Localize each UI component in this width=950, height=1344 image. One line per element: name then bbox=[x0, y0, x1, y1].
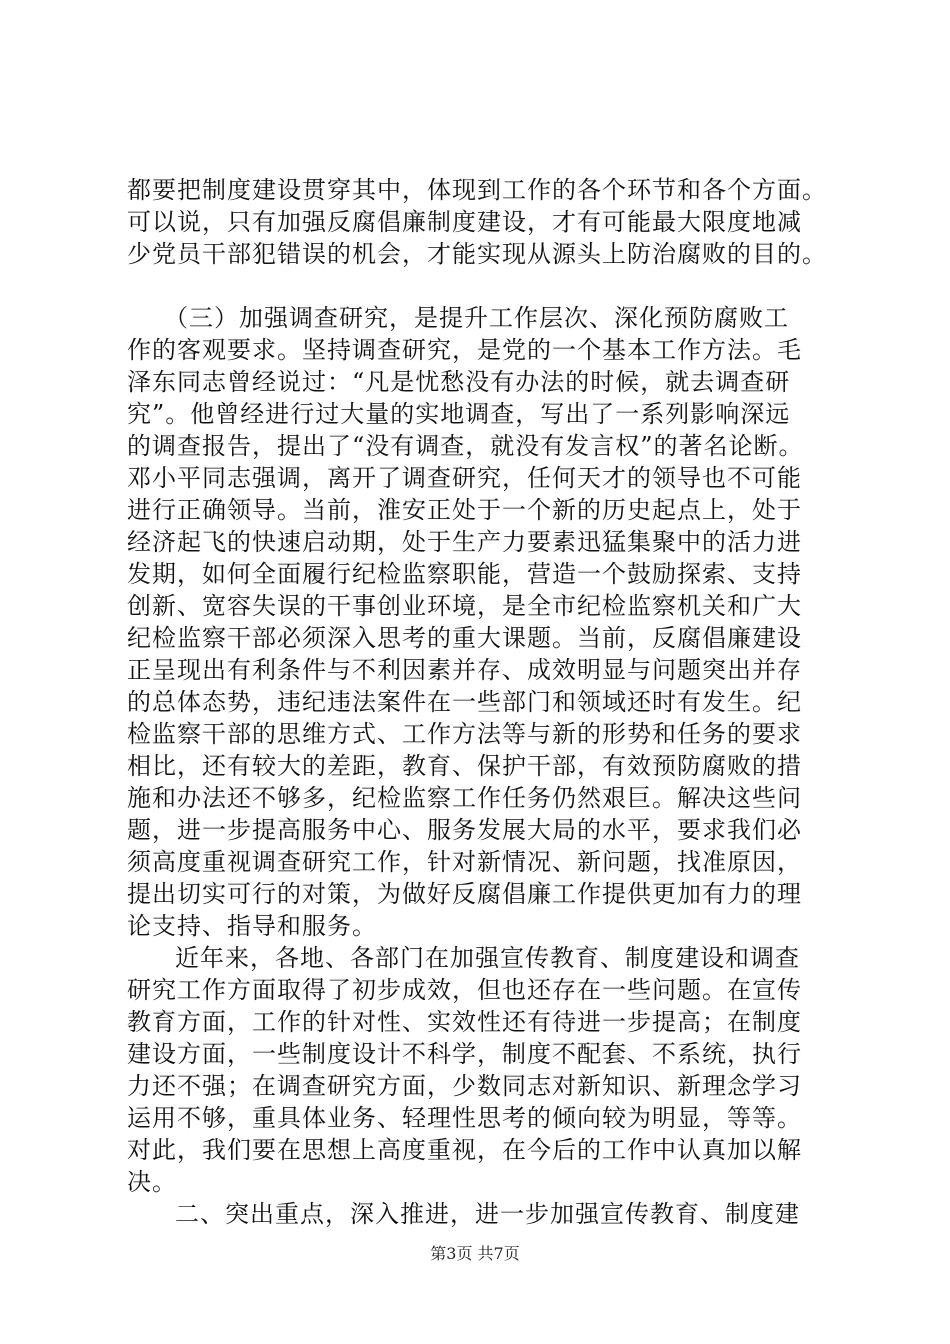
text-line: 力还不强；在调查研究方面，少数同志对新知识、新理念学习 bbox=[127, 1072, 802, 1100]
text-line: 建设方面，一些制度设计不科学，制度不配套、不系统，执行 bbox=[127, 1040, 802, 1068]
text-line: 的调查报告，提出了“没有调查，就没有发言权”的著名论断。 bbox=[127, 432, 804, 460]
text-line: 的总体态势，违纪违法案件在一些部门和领域还时有发生。纪 bbox=[127, 688, 802, 716]
text-line: 须高度重视调查研究工作，针对新情况、新问题，找准原因， bbox=[127, 848, 802, 876]
text-line: 教育方面，工作的针对性、实效性还有待进一步提高；在制度 bbox=[127, 1008, 802, 1036]
paragraph-recent-years bbox=[127, 942, 847, 1198]
text-line: 对此，我们要在思想上高度重视，在今后的工作中认真加以解 bbox=[127, 1136, 802, 1164]
text-line: 邓小平同志强调，离开了调查研究，任何天才的领导也不可能 bbox=[127, 464, 802, 492]
section-heading-two bbox=[127, 1198, 847, 1230]
text-line: 施和办法还不够多，纪检监察工作任务仍然艰巨。解决这些问 bbox=[127, 784, 802, 812]
text-line: 究”。他曾经进行过大量的实地调查，写出了一系列影响深远 bbox=[127, 400, 791, 428]
text-line: 相比，还有较大的差距，教育、保护干部，有效预防腐败的措 bbox=[127, 752, 802, 780]
text-line: 作的客观要求。坚持调查研究，是党的一个基本工作方法。毛 bbox=[127, 336, 802, 364]
text-line: 二、突出重点，深入推进，进一步加强宣传教育、制度建 bbox=[175, 1200, 800, 1228]
text-line: 决。 bbox=[127, 1168, 177, 1196]
text-line: 提出切实可行的对策，为做好反腐倡廉工作提供更加有力的理 bbox=[127, 880, 802, 908]
text-line: 纪检监察干部必须深入思考的重大课题。当前，反腐倡廉建设 bbox=[127, 624, 802, 652]
paragraph-investigation-research bbox=[127, 302, 847, 942]
text-line: 进行正确领导。当前，淮安正处于一个新的历史起点上，处于 bbox=[127, 496, 802, 524]
text-line: 泽东同志曾经说过：“凡是忧愁没有办法的时候，就去调查研 bbox=[127, 368, 791, 396]
text-line: 研究工作方面取得了初步成效，但也还存在一些问题。在宣传 bbox=[127, 976, 802, 1004]
text-line: 近年来，各地、各部门在加强宣传教育、制度建设和调查 bbox=[175, 944, 800, 972]
page-number-footer: 第3页 共7页 bbox=[430, 1244, 520, 1263]
text-line: （三）加强调查研究，是提升工作层次、深化预防腐败工 bbox=[151, 304, 789, 332]
text-line: 检监察干部的思维方式、工作方法等与新的形势和任务的要求 bbox=[127, 720, 802, 748]
text-line: 可以说，只有加强反腐倡廉制度建设，才有可能最大限度地减 bbox=[127, 208, 802, 236]
text-line: 发期，如何全面履行纪检监察职能，营造一个鼓励探索、支持 bbox=[127, 560, 802, 588]
text-line: 运用不够，重具体业务、轻理性思考的倾向较为明显，等等。 bbox=[127, 1104, 802, 1132]
text-line: 论支持、指导和服务。 bbox=[127, 912, 377, 940]
text-line: 正呈现出有利条件与不利因素并存、成效明显与问题突出并存 bbox=[127, 656, 802, 684]
paragraph-continuation bbox=[127, 174, 847, 270]
text-line: 少党员干部犯错误的机会，才能实现从源头上防治腐败的目的。 bbox=[127, 240, 827, 268]
text-line: 创新、宽容失误的干事创业环境，是全市纪检监察机关和广大 bbox=[127, 592, 802, 620]
text-line: 题，进一步提高服务中心、服务发展大局的水平，要求我们必 bbox=[127, 816, 802, 844]
text-line: 都要把制度建设贯穿其中，体现到工作的各个环节和各个方面。 bbox=[127, 176, 827, 204]
text-line: 经济起飞的快速启动期，处于生产力要素迅猛集聚中的活力进 bbox=[127, 528, 802, 556]
